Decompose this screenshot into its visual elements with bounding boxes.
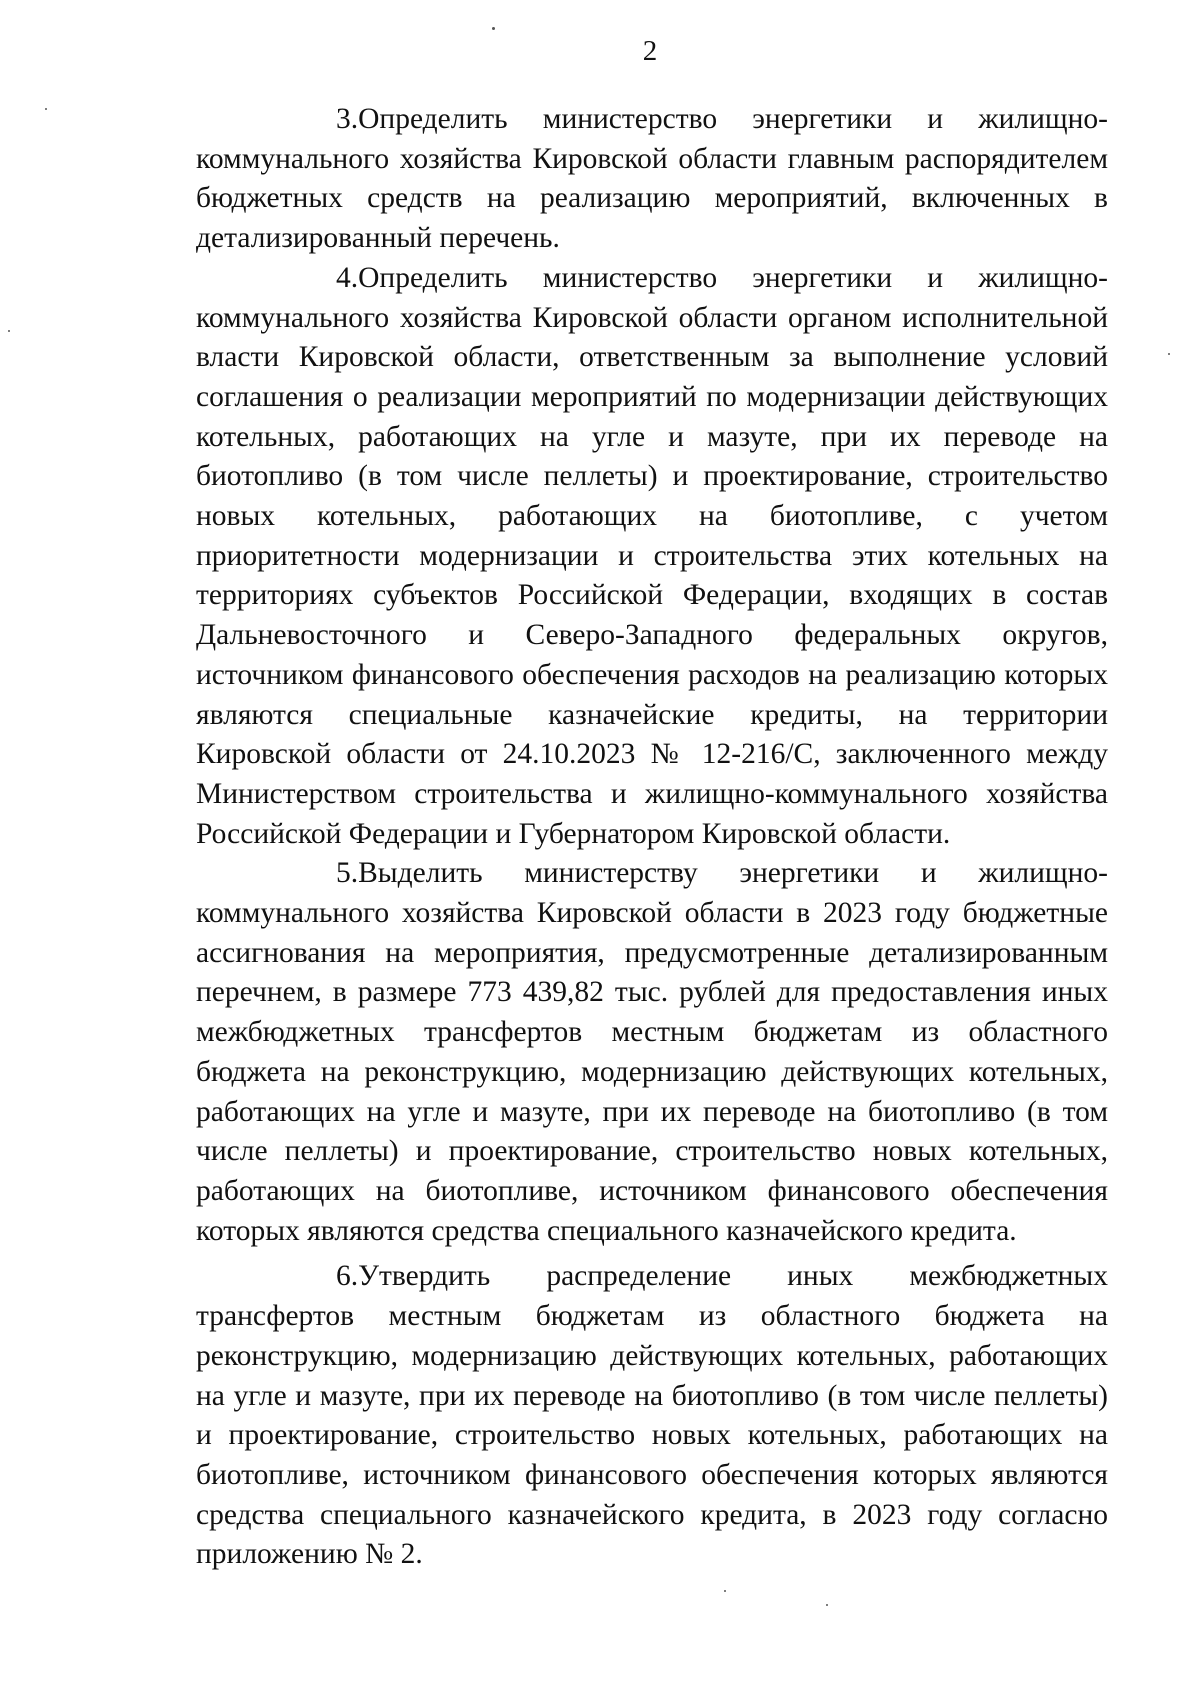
paragraph-number: 5. [336, 857, 359, 890]
paragraph-text: Выделить министерству энергетики и жилищно-коммунального хозяйства Кировской области в 2023 году бюджетные ассигнования на мероприятия, предусмотренные детализированным перечнем, в размере 773 439,82 тыс. рублей для предоставления иных межбюджетных трансфертов местным бюджетам из областного бюджета на реконструкцию, модернизацию действующих котельных, работающих на угле и мазуте, при их переводе на биотопливо (в том числе пеллеты) и проектирование, строительство новых котельных, работающих на биотопливе, источником финансового обеспечения которых являются средства специального казначейского кредита. [196, 857, 1108, 1247]
scan-speck [492, 27, 495, 30]
paragraph-number: 4. [336, 261, 359, 294]
scan-speck [45, 108, 47, 110]
paragraph-text: Определить министерство энергетики и жилищно-коммунального хозяйства Кировской области органом исполнительной власти Кировской области, ответственным за выполнение условий соглашения о реализации мероприятий по модернизации действующих котельных, работающих на угле и мазуте, при их переводе на биотопливо (в том числе пеллеты) и проектирование, строительство новых котельных, работающих на биотопливе, с учетом приоритетности модернизации и строительства этих котельных на территориях субъектов Российской Федерации, входящих в состав Дальневосточного и Северо-Западного федеральных округов, источником финансового обеспечения расходов на реализацию которых являются специальные казначейские кредиты, на территории Кировской области от 24.10.2023 № 12-216/С, заключенного между Министерством строительства и жилищно-коммунального хозяйства Российской Федерации и Губернатором Кировской области. [196, 261, 1108, 850]
scan-speck [8, 330, 10, 332]
scan-speck [826, 1604, 828, 1606]
paragraph-text: Утвердить распределение иных межбюджетных трансфертов местным бюджетам из областного бюджета на реконструкцию, модернизацию действующих котельных, работающих на угле и мазуте, при их переводе на биотопливо (в том числе пеллеты) и проектирование, строительство новых котельных, работающих на биотопливе, источником финансового обеспечения которых являются средства специального казначейского кредита, в 2023 году согласно приложению № 2. [196, 1260, 1108, 1571]
document-body [196, 100, 1108, 1575]
paragraph-4 [196, 259, 1108, 855]
paragraph-number: 3. [336, 103, 359, 135]
scan-speck [724, 1590, 726, 1592]
paragraph-number: 6. [336, 1260, 359, 1293]
paragraph-text: Определить министерство энергетики и жилищно-коммунального хозяйства Кировской области главным распорядителем бюджетных средств на реализацию мероприятий, включенных в детализированный перечень. [196, 103, 1108, 255]
page-number: 2 [642, 35, 658, 67]
paragraph-6 [196, 1257, 1108, 1575]
scan-speck [1168, 353, 1170, 355]
paragraph-5 [196, 854, 1108, 1251]
paragraph-3 [196, 100, 1108, 259]
